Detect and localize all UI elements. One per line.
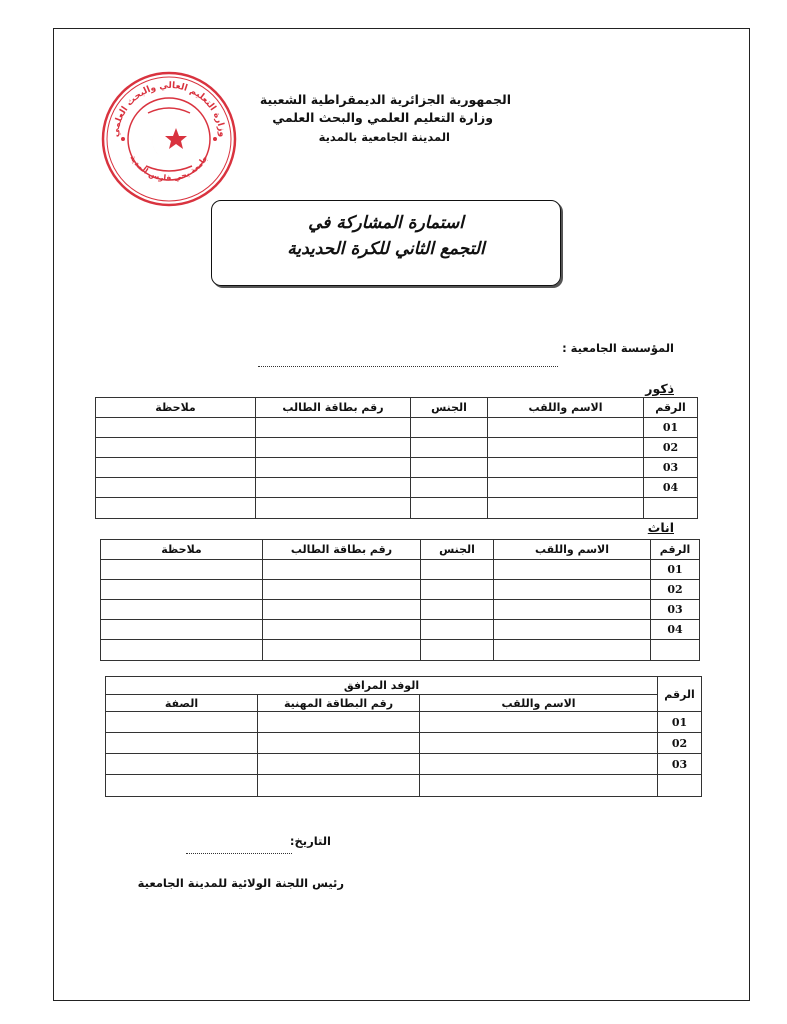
header-note: ملاحظة — [101, 540, 263, 560]
card-cell[interactable] — [256, 438, 411, 458]
note-cell[interactable] — [101, 560, 263, 580]
delegation-title: الوفد المرافق — [106, 677, 658, 695]
name-cell[interactable] — [420, 754, 658, 775]
note-cell[interactable] — [101, 620, 263, 640]
header-gender: الجنس — [421, 540, 494, 560]
card-cell[interactable] — [258, 712, 420, 733]
row-number: 01 — [651, 560, 700, 580]
row-number: 02 — [651, 580, 700, 600]
females-table — [100, 539, 700, 661]
table-row — [96, 458, 698, 478]
card-cell[interactable] — [256, 418, 411, 438]
gender-cell[interactable] — [421, 640, 494, 661]
row-number: 03 — [651, 600, 700, 620]
header-card: رقم البطاقة المهنية — [258, 695, 420, 712]
table-row — [101, 580, 700, 600]
card-cell[interactable] — [263, 620, 421, 640]
role-cell[interactable] — [106, 733, 258, 754]
table-row — [106, 733, 702, 754]
name-cell[interactable] — [420, 712, 658, 733]
note-cell[interactable] — [101, 580, 263, 600]
males-table — [95, 397, 698, 519]
header-num: الرقم — [658, 677, 702, 712]
name-cell[interactable] — [494, 640, 651, 661]
row-number: 01 — [658, 712, 702, 733]
note-cell[interactable] — [96, 438, 256, 458]
card-cell[interactable] — [263, 600, 421, 620]
card-cell[interactable] — [263, 640, 421, 661]
table-row — [106, 712, 702, 733]
university-city-title: المدينة الجامعية بالمدية — [318, 130, 450, 144]
name-cell[interactable] — [494, 600, 651, 620]
table-row — [101, 560, 700, 580]
table-row — [96, 418, 698, 438]
header-name: الاسم واللقب — [488, 398, 644, 418]
header-num: الرقم — [651, 540, 700, 560]
header-note: ملاحظة — [96, 398, 256, 418]
gender-cell[interactable] — [421, 620, 494, 640]
gender-cell[interactable] — [411, 478, 488, 498]
card-cell[interactable] — [258, 754, 420, 775]
date-field[interactable] — [186, 853, 292, 854]
row-number — [658, 775, 702, 797]
form-title-line2: التجمع الثاني للكرة الحديدية — [287, 239, 485, 259]
header-card: رقم بطاقة الطالب — [263, 540, 421, 560]
header-role: الصفة — [106, 695, 258, 712]
signature-label: رئيس اللجنة الولائية للمدينة الجامعية — [137, 876, 344, 890]
institution-field[interactable] — [258, 366, 558, 367]
institution-label: المؤسسة الجامعية : — [562, 341, 674, 355]
name-cell[interactable] — [488, 478, 644, 498]
note-cell[interactable] — [96, 478, 256, 498]
role-cell[interactable] — [106, 712, 258, 733]
gender-cell[interactable] — [421, 600, 494, 620]
note-cell[interactable] — [96, 498, 256, 519]
name-cell[interactable] — [494, 620, 651, 640]
role-cell[interactable] — [106, 775, 258, 797]
note-cell[interactable] — [96, 458, 256, 478]
card-cell[interactable] — [256, 478, 411, 498]
svg-text:جامعة يحي فارس المدية: جامعة يحي فارس المدية — [128, 153, 210, 183]
card-cell[interactable] — [263, 560, 421, 580]
card-cell[interactable] — [258, 775, 420, 797]
table-row — [96, 498, 698, 519]
row-number — [651, 640, 700, 661]
note-cell[interactable] — [101, 640, 263, 661]
row-number: 04 — [644, 478, 698, 498]
table-row — [106, 775, 702, 797]
header-name: الاسم واللقب — [494, 540, 651, 560]
form-title-line1: استمارة المشاركة في — [308, 213, 464, 233]
males-section-label: ذكور — [645, 381, 674, 396]
table-row — [96, 478, 698, 498]
note-cell[interactable] — [96, 418, 256, 438]
gender-cell[interactable] — [411, 418, 488, 438]
table-row — [101, 640, 700, 661]
republic-title: الجمهورية الجزائرية الديمقراطية الشعبية — [259, 92, 511, 107]
official-stamp-icon — [98, 68, 240, 210]
females-section-label: اناث — [647, 520, 674, 535]
date-label: التاريخ: — [289, 834, 331, 848]
header-gender: الجنس — [411, 398, 488, 418]
gender-cell[interactable] — [421, 580, 494, 600]
gender-cell[interactable] — [411, 458, 488, 478]
name-cell[interactable] — [420, 733, 658, 754]
gender-cell[interactable] — [411, 498, 488, 519]
svg-text:وزارة التعليم العالي والبحث ال: وزارة التعليم العالي والبحث العلمي — [110, 80, 228, 138]
row-number: 02 — [644, 438, 698, 458]
role-cell[interactable] — [106, 754, 258, 775]
header-num: الرقم — [644, 398, 698, 418]
header-card: رقم بطاقة الطالب — [256, 398, 411, 418]
card-cell[interactable] — [256, 498, 411, 519]
note-cell[interactable] — [101, 600, 263, 620]
table-row — [96, 438, 698, 458]
ministry-title: وزارة التعليم العلمي والبحث العلمي — [272, 110, 493, 125]
name-cell[interactable] — [494, 580, 651, 600]
card-cell[interactable] — [256, 458, 411, 478]
name-cell[interactable] — [494, 560, 651, 580]
card-cell[interactable] — [258, 733, 420, 754]
form-title-box — [211, 200, 561, 286]
row-number: 03 — [644, 458, 698, 478]
name-cell[interactable] — [420, 775, 658, 797]
name-cell[interactable] — [488, 458, 644, 478]
header-name: الاسم واللقب — [420, 695, 658, 712]
name-cell[interactable] — [488, 498, 644, 519]
table-row — [101, 600, 700, 620]
table-row — [106, 754, 702, 775]
row-number — [644, 498, 698, 519]
gender-cell[interactable] — [411, 438, 488, 458]
row-number: 01 — [644, 418, 698, 438]
row-number: 02 — [658, 733, 702, 754]
row-number: 03 — [658, 754, 702, 775]
card-cell[interactable] — [263, 580, 421, 600]
gender-cell[interactable] — [421, 560, 494, 580]
name-cell[interactable] — [488, 438, 644, 458]
table-row — [101, 620, 700, 640]
name-cell[interactable] — [488, 418, 644, 438]
row-number: 04 — [651, 620, 700, 640]
delegation-table — [105, 676, 702, 797]
